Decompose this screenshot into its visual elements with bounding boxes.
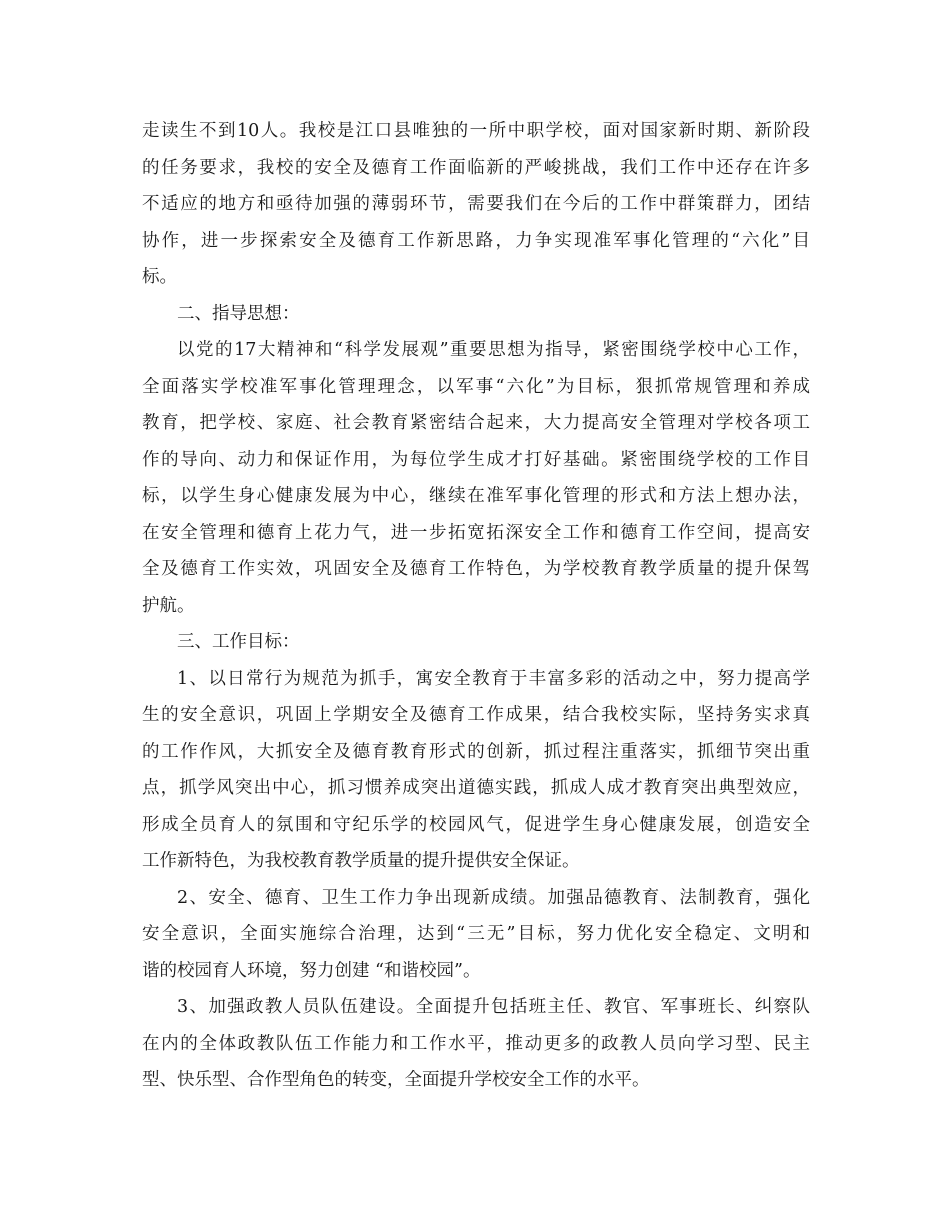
text-line: 作的导向、动力和保证作用，为每位学生成才打好基础。紧密围绕学校的工作目 — [142, 449, 810, 470]
text-line: 在安全管理和德育上花力气，进一步拓宽拓深安全工作和德育工作空间，提高安 — [142, 522, 810, 543]
text-line: 标。 — [142, 267, 177, 287]
text-line: 谐的校园育人环境，努力创建 “和谐校园”。 — [142, 960, 481, 981]
text-line: 全及德育工作实效，巩固安全及德育工作特色，为学校教育教学质量的提升保驾 — [142, 559, 810, 579]
text-line: 护航。 — [142, 595, 195, 616]
text-line: 的工作作风，大抓安全及德育教育形式的创新，抓过程注重落实，抓细节突出重 — [142, 741, 810, 762]
section-heading: 三、工作目标： — [177, 632, 300, 652]
text-line: 的任务要求，我校的安全及德育工作面临新的严峻挑战，我们工作中还存在许多 — [142, 157, 810, 178]
text-line: 以党的17大精神和“科学发展观”重要思想为指导，紧密围绕学校中心工作， — [177, 340, 810, 360]
text-line: 全面落实学校准军事化管理理念，以军事“六化”为目标，狠抓常规管理和养成 — [142, 376, 810, 397]
text-line: 点，抓学风突出中心，抓习惯养成突出道德实践，抓成人成才教育突出典型效应， — [142, 778, 810, 798]
text-line: 2、安全、德育、卫生工作力争出现新成绩。加强品德教育、法制教育，强化 — [177, 887, 810, 908]
text-line: 3、加强政教人员队伍建设。全面提升包括班主任、教官、军事班长、纠察队 — [177, 997, 810, 1017]
text-line: 不适应的地方和亟待加强的薄弱环节，需要我们在今后的工作中群策群力，团结 — [142, 194, 810, 214]
document-body — [142, 113, 810, 1099]
text-line: 1、以日常行为规范为抓手，寓安全教育于丰富多彩的活动之中，努力提高学 — [177, 668, 810, 689]
section-heading: 二、指导思想： — [177, 303, 300, 324]
text-line: 标，以学生身心健康发展为中心，继续在准军事化管理的形式和方法上想办法， — [142, 486, 810, 506]
text-line: 在内的全体政教队伍工作能力和工作水平，推动更多的政教人员向学习型、民主 — [142, 1033, 810, 1054]
text-line: 教育，把学校、家庭、社会教育紧密结合起来，大力提高安全管理对学校各项工 — [142, 413, 810, 433]
text-line: 型、快乐型、合作型角色的转变，全面提升学校安全工作的水平。 — [142, 1070, 650, 1090]
text-line: 生的安全意识，巩固上学期安全及德育工作成果，结合我校实际，坚持务实求真 — [142, 705, 810, 725]
text-line: 形成全员育人的氛围和守纪乐学的校园风气，促进学生身心健康发展，创造安全 — [142, 814, 810, 835]
text-line: 走读生不到10人。我校是江口县唯独的一所中职学校，面对国家新时期、新阶段 — [142, 121, 810, 141]
text-line: 工作新特色，为我校教育教学质量的提升提供安全保证。 — [142, 851, 580, 871]
text-line: 安全意识，全面实施综合治理，达到“三无”目标，努力优化安全稳定、文明和 — [142, 924, 810, 944]
text-line: 协作，进一步探索安全及德育工作新思路，力争实现准军事化管理的“六化”目 — [142, 230, 810, 251]
